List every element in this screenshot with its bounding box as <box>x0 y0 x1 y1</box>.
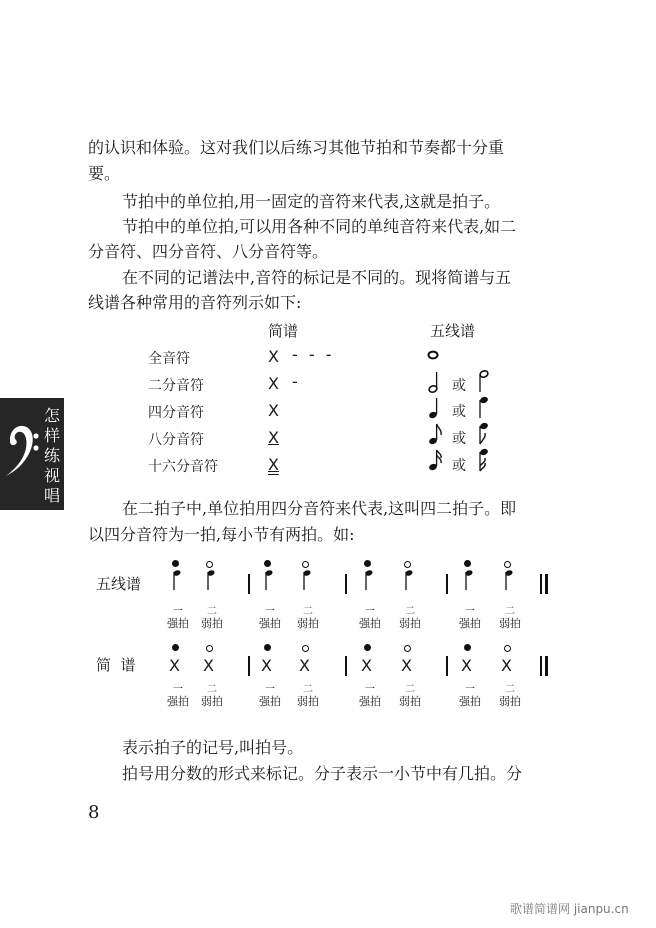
beat-text: 弱拍 <box>399 617 421 630</box>
strong-beat-label <box>356 684 384 708</box>
weak-beat-circle <box>504 645 511 652</box>
final-bar-line <box>540 574 542 594</box>
jianpu-x: X <box>299 656 310 675</box>
bar-line <box>446 574 448 594</box>
side-char: 视 <box>43 466 60 485</box>
paragraph-line: 线谱各种常用的音符列示如下: <box>88 293 302 312</box>
quarter-note-icon <box>264 570 276 592</box>
beat-text: 强拍 <box>259 617 281 630</box>
weak-beat-label <box>294 684 322 708</box>
paragraph-line: 在二拍子中,单位拍用四分音符来代表,这叫四二拍子。即 <box>122 499 517 518</box>
side-tab-title <box>42 406 62 506</box>
beat-number: 二 <box>207 606 217 617</box>
eighth-note-down-icon <box>476 422 492 446</box>
staff-row-label: 五线谱 <box>96 575 142 593</box>
bar-line <box>446 656 448 676</box>
strong-beat-dot <box>172 644 179 651</box>
jianpu-dashes: - - - <box>292 345 335 364</box>
bar-line <box>345 656 347 676</box>
weak-beat-label <box>198 684 226 708</box>
jianpu-row-label: 简 谱 <box>96 656 136 674</box>
beat-text: 弱拍 <box>499 695 521 708</box>
beat-number: 一 <box>465 606 475 617</box>
weak-beat-circle <box>302 561 309 568</box>
sixteenth-note-down-icon <box>476 448 492 472</box>
beat-number: 二 <box>505 684 515 695</box>
quarter-note-icon <box>504 570 516 592</box>
weak-beat-circle <box>302 645 309 652</box>
strong-beat-label <box>164 684 192 708</box>
paragraph-line: 的认识和体验。这对我们以后练习其他节拍和节奏都十分重 <box>88 138 505 157</box>
final-bar-line <box>545 656 548 676</box>
jianpu-symbol: X <box>268 347 279 366</box>
beat-number: 二 <box>405 684 415 695</box>
beat-text: 强拍 <box>359 617 381 630</box>
strong-beat-dot <box>172 560 179 567</box>
quarter-note-icon <box>428 396 442 420</box>
sixteenth-note-icon <box>428 448 444 472</box>
final-bar-line <box>545 574 548 594</box>
jianpu-x: X <box>261 656 272 675</box>
beat-text: 弱拍 <box>297 695 319 708</box>
quarter-note-icon <box>172 570 184 592</box>
or-label: 或 <box>452 404 466 420</box>
beat-text: 弱拍 <box>499 617 521 630</box>
bar-line <box>248 574 250 594</box>
beat-number: 二 <box>405 606 415 617</box>
weak-beat-label <box>198 606 226 630</box>
note-name: 全音符 <box>148 351 190 367</box>
paragraph-line: 表示拍子的记号,叫拍号。 <box>122 738 304 757</box>
quarter-note-icon <box>302 570 314 592</box>
weak-beat-label <box>294 606 322 630</box>
strong-beat-label <box>456 606 484 630</box>
strong-beat-dot <box>364 644 371 651</box>
side-char: 唱 <box>43 486 60 505</box>
weak-beat-label <box>496 684 524 708</box>
beat-number: 一 <box>365 606 375 617</box>
beat-number: 一 <box>265 606 275 617</box>
strong-beat-dot <box>264 560 271 567</box>
half-note-down-icon <box>476 370 490 394</box>
quarter-note-icon <box>364 570 376 592</box>
beat-number: 二 <box>303 684 313 695</box>
strong-beat-label <box>256 606 284 630</box>
strong-beat-label <box>456 684 484 708</box>
header-staff: 五线谱 <box>430 322 476 340</box>
strong-beat-dot <box>464 644 471 651</box>
weak-beat-circle <box>206 561 213 568</box>
jianpu-symbol: X <box>268 428 279 447</box>
jianpu-symbol: X <box>268 401 279 420</box>
weak-beat-label <box>396 606 424 630</box>
quarter-note-icon <box>404 570 416 592</box>
bar-line <box>345 574 347 594</box>
weak-beat-circle <box>404 561 411 568</box>
beat-number: 一 <box>173 606 183 617</box>
beat-text: 强拍 <box>259 695 281 708</box>
final-bar-line <box>540 656 542 676</box>
beat-number: 二 <box>303 606 313 617</box>
beat-text: 弱拍 <box>201 695 223 708</box>
jianpu-x: X <box>203 656 214 675</box>
strong-beat-dot <box>364 560 371 567</box>
note-name: 十六分音符 <box>148 459 218 475</box>
bar-line <box>248 656 250 676</box>
side-chapter-tab <box>0 398 64 510</box>
paragraph-line: 要。 <box>88 164 121 183</box>
note-name: 四分音符 <box>148 405 204 421</box>
beat-number: 二 <box>207 684 217 695</box>
beat-text: 弱拍 <box>201 617 223 630</box>
bass-clef-icon <box>2 412 42 496</box>
quarter-note-down-icon <box>476 396 490 420</box>
side-char: 练 <box>43 446 60 465</box>
jianpu-symbol: X <box>268 455 279 474</box>
quarter-note-icon <box>464 570 476 592</box>
side-char: 怎 <box>43 406 60 425</box>
whole-note-icon <box>428 350 442 360</box>
paragraph-line: 以四分音符为一拍,每小节有两拍。如: <box>88 525 355 544</box>
note-name: 二分音符 <box>148 378 204 394</box>
beat-number: 一 <box>465 684 475 695</box>
half-note-icon <box>428 370 442 394</box>
beat-number: 一 <box>365 684 375 695</box>
paragraph-line: 节拍中的单位拍,可以用各种不同的单纯音符来代表,如二 <box>122 217 517 236</box>
or-label: 或 <box>452 458 466 474</box>
jianpu-x: X <box>461 656 472 675</box>
weak-beat-circle <box>404 645 411 652</box>
or-label: 或 <box>452 431 466 447</box>
jianpu-x: X <box>169 656 180 675</box>
weak-beat-circle <box>504 561 511 568</box>
beat-number: 二 <box>505 606 515 617</box>
header-jianpu: 简谱 <box>268 322 299 340</box>
beat-text: 强拍 <box>459 695 481 708</box>
weak-beat-label <box>496 606 524 630</box>
beat-number: 一 <box>265 684 275 695</box>
strong-beat-dot <box>464 560 471 567</box>
strong-beat-label <box>256 684 284 708</box>
strong-beat-dot <box>264 644 271 651</box>
strong-beat-label <box>356 606 384 630</box>
paragraph-line: 拍号用分数的形式来标记。分子表示一小节中有几拍。分 <box>122 764 523 783</box>
paragraph-line: 节拍中的单位拍,用一固定的音符来代表,这就是拍子。 <box>122 192 501 211</box>
jianpu-x: X <box>401 656 412 675</box>
beat-text: 强拍 <box>167 617 189 630</box>
beat-text: 弱拍 <box>399 695 421 708</box>
weak-beat-circle <box>206 645 213 652</box>
beat-text: 强拍 <box>459 617 481 630</box>
weak-beat-label <box>396 684 424 708</box>
beat-text: 强拍 <box>167 695 189 708</box>
strong-beat-label <box>164 606 192 630</box>
beat-text: 弱拍 <box>297 617 319 630</box>
paragraph-line: 在不同的记谱法中,音符的标记是不同的。现将简谱与五 <box>122 268 512 287</box>
paragraph-line: 分音符、四分音符、八分音符等。 <box>88 242 329 261</box>
beat-number: 一 <box>173 684 183 695</box>
jianpu-dashes: - <box>292 372 298 391</box>
jianpu-x: X <box>501 656 512 675</box>
side-char: 样 <box>43 426 60 445</box>
or-label: 或 <box>452 378 466 394</box>
page-number: 8 <box>88 802 100 823</box>
jianpu-symbol: X <box>268 374 279 393</box>
watermark: 歌谱简谱网 jianpu.cn <box>510 902 629 916</box>
beat-text: 强拍 <box>359 695 381 708</box>
eighth-note-icon <box>428 422 444 446</box>
jianpu-x: X <box>361 656 372 675</box>
note-name: 八分音符 <box>148 432 204 448</box>
quarter-note-icon <box>206 570 218 592</box>
